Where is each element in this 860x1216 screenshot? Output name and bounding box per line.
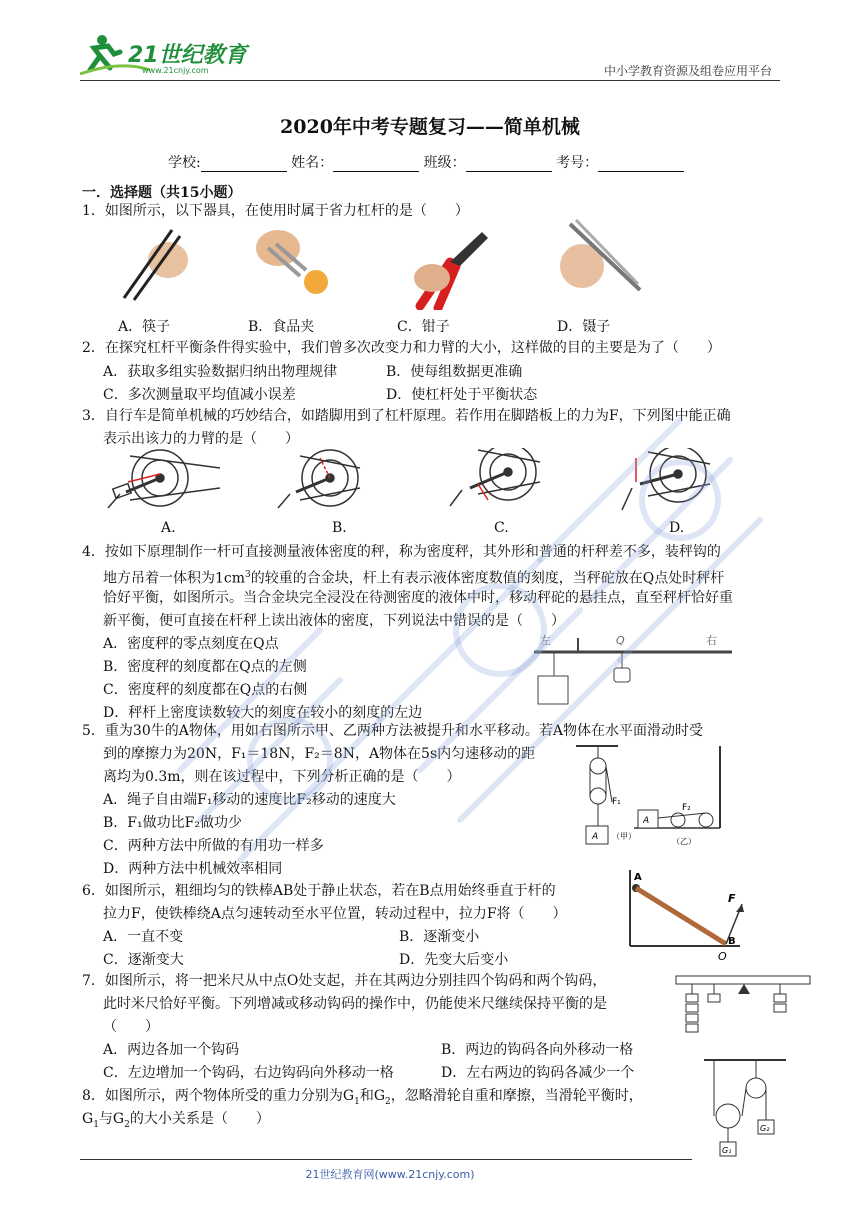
fig-jia-label: （甲） — [612, 832, 636, 841]
fig-g2-label: G₂ — [760, 1124, 770, 1133]
fig-f-label: F — [728, 892, 736, 905]
question-2-stem: 2．在探究杠杆平衡条件得实验中，我们曾多次改变力和力臂的大小，这样做的目的主要是为了（ ） — [82, 340, 721, 356]
fig-right-label: 右 — [706, 634, 717, 647]
question-5-stem-line3: 离均为0.3m，则在该过程中，下列分析正确的是（ ） — [103, 769, 461, 785]
q3-option-c[interactable]: C. — [494, 520, 509, 536]
fig-q-label: Q — [616, 634, 625, 647]
class-blank[interactable] — [466, 157, 552, 172]
q6-option-a[interactable]: A．一直不变 — [103, 929, 184, 945]
q7-option-a[interactable]: A．两边各加一个钩码 — [103, 1042, 240, 1058]
question-7-stem-line3: （ ） — [103, 1019, 159, 1035]
question-5-stem-line2: 到的摩擦力为20N，F₁＝18N，F₂＝8N，A物体在5s内匀速移动的距 — [103, 746, 536, 762]
exam-no-blank[interactable] — [598, 157, 684, 172]
pliers-figure — [414, 232, 488, 308]
question-7-stem-line1: 7．如图所示，将一把米尺从中点O处支起，并在其两边分别挂四个钩码和两个钩码， — [82, 973, 607, 989]
fig-yi-label: （乙） — [672, 837, 696, 846]
fig-a2-label: A — [643, 816, 650, 826]
name-blank[interactable] — [333, 157, 419, 172]
q3-option-b[interactable]: B. — [332, 520, 347, 536]
question-1-figures — [110, 218, 670, 310]
question-6-stem-line1: 6．如图所示，粗细均匀的铁棒AB处于静止状态，若在B点用始终垂直于杆的 — [82, 883, 556, 899]
bicycle-pedal-figure-a — [108, 450, 220, 508]
q4-option-c[interactable]: C．密度秤的刻度都在Q点的右侧 — [103, 682, 308, 698]
fig-a1-label: A — [592, 832, 599, 842]
fig-f2-label: F₂ — [682, 803, 691, 813]
class-label: 班级： — [423, 155, 466, 171]
name-label: 姓名： — [291, 155, 334, 171]
student-info-line — [168, 152, 684, 172]
bicycle-pedal-figure-b — [278, 450, 360, 508]
page-title: 2020年中考专题复习——简单机械 — [280, 116, 580, 138]
question-4-stem-line4: 新平衡，便可直接在杆秤上读出液体的密度，下列说法中错误的是（ ） — [103, 613, 565, 629]
exam-no-label: 考号： — [556, 155, 599, 171]
question-1-stem: 1．如图所示，以下器具，在使用时属于省力杠杆的是（ ） — [82, 203, 469, 219]
question-4-stem-line1: 4．按如下原理制作一杆可直接测量液体密度的秤，称为密度秤，其外形和普通的杆秤差不多，装秤钩的 — [82, 544, 721, 560]
q2-option-d[interactable]: D．使杠杆处于平衡状态 — [386, 387, 538, 403]
density-steelyard-figure — [526, 630, 738, 710]
q5-option-a[interactable]: A．绳子自由端F₁移动的速度比F₂移动的速度大 — [103, 792, 396, 808]
pulley-methods-figure — [568, 742, 738, 852]
q2-option-c[interactable]: C．多次测量取平均值减小误差 — [103, 387, 296, 403]
footer-text[interactable]: 21世纪教育网(www.21cnjy.com) — [305, 1168, 475, 1181]
q3-option-d[interactable]: D. — [669, 520, 685, 536]
section-heading: 一．选择题（共15小题） — [82, 185, 242, 201]
fig-o-label: O — [718, 950, 727, 962]
question-3-stem-line1: 3．自行车是简单机械的巧妙结合，如踏脚用到了杠杆原理。若作用在脚踏板上的力为F，下列图中能正确 — [82, 408, 731, 424]
question-6-stem-line2: 拉力F，使铁棒绕A点匀速转动至水平位置，转动过程中，拉力F将（ ） — [103, 906, 567, 922]
q7-option-d[interactable]: D．左右两边的钩码各减少一个 — [441, 1065, 635, 1081]
fig-a-label: A — [634, 872, 642, 883]
q3-option-a[interactable]: A. — [161, 520, 176, 536]
q6-option-b[interactable]: B．逐渐变小 — [399, 929, 480, 945]
question-7-stem-line2: 此时米尺恰好平衡。下列增减或移动钩码的操作中，仍能使米尺继续保持平衡的是 — [103, 996, 607, 1012]
q2-option-b[interactable]: B．使每组数据更准确 — [386, 364, 523, 380]
iron-rod-figure — [620, 866, 750, 962]
fig-b-label: B — [728, 936, 736, 947]
q6-option-c[interactable]: C．逐渐变大 — [103, 952, 184, 968]
chopsticks-figure — [124, 230, 188, 300]
question-8-stem-line1: 8．如图所示，两个物体所受的重力分别为$G_1$和$G_2$，忽略滑轮自重和摩擦，当滑轮平衡时， — [82, 1088, 643, 1107]
q4-option-a[interactable]: A．密度秤的零点刻度在Q点 — [103, 636, 279, 652]
fig-left-label: 左 — [540, 634, 551, 647]
header-platform-text: 中小学教育资源及组卷应用平台 — [603, 64, 772, 78]
q1-option-b[interactable]: B．食品夹 — [248, 319, 315, 335]
bicycle-pedal-figure-d — [622, 448, 710, 510]
question-3-stem-line2: 表示出该力的力臂的是（ ） — [103, 431, 299, 447]
q5-option-c[interactable]: C．两种方法中所做的有用功一样多 — [103, 838, 324, 854]
food-tongs-figure — [256, 230, 328, 294]
footer-divider — [80, 1159, 692, 1160]
site-logo — [80, 30, 247, 82]
pulley-balance-figure — [700, 1056, 790, 1160]
q4-option-b[interactable]: B．密度秤的刻度都在Q点的左侧 — [103, 659, 307, 675]
logo-text: 21世纪教育 — [128, 43, 247, 68]
q6-option-d[interactable]: D．先变大后变小 — [399, 952, 509, 968]
question-3-figures — [100, 448, 740, 520]
q7-option-c[interactable]: C．左边增加一个钩码，右边钩码向外移动一格 — [103, 1065, 394, 1081]
logo-url: www.21cnjy.com — [142, 66, 209, 75]
question-4-stem-line2: 地方吊着一体积为$1cm^3$的较重的合金块，杆上有表示液体密度数值的刻度，当秤砣放在Q点处时秤杆 — [103, 570, 725, 587]
school-blank[interactable] — [201, 157, 287, 172]
school-label: 学校: — [168, 155, 201, 171]
tweezers-figure — [560, 220, 640, 290]
q7-option-b[interactable]: B．两边的钩码各向外移动一格 — [441, 1042, 634, 1058]
question-5-stem-line1: 5．重为30牛的A物体，用如右图所示甲、乙两种方法被提升和水平移动。若A物体在水平面滑动时受 — [82, 723, 703, 739]
question-8-stem-line2: $G_1$与$G_2$的大小关系是（ ） — [82, 1111, 270, 1130]
header-divider — [80, 80, 780, 81]
q5-option-b[interactable]: B．F₁做功比F₂做功少 — [103, 815, 242, 831]
bicycle-pedal-figure-c — [450, 448, 540, 506]
q1-option-c[interactable]: C．钳子 — [397, 319, 450, 335]
q5-option-d[interactable]: D．两种方法中机械效率相同 — [103, 861, 283, 877]
q1-option-a[interactable]: A．筷子 — [118, 319, 171, 335]
q4-option-d[interactable]: D．秤杆上密度读数较大的刻度在较小的刻度的左边 — [103, 705, 423, 721]
q2-option-a[interactable]: A．获取多组实验数据归纳出物理规律 — [103, 364, 338, 380]
meter-stick-figure — [674, 970, 814, 1050]
fig-f1-label: F₁ — [612, 797, 621, 807]
fig-g1-label: G₁ — [722, 1146, 732, 1155]
question-4-stem-line3: 恰好平衡，如图所示。当合金块完全浸没在待测密度的液体中时，移动秤砣的悬挂点，直至秤杆恰好重 — [103, 590, 733, 606]
q1-option-d[interactable]: D．镊子 — [557, 319, 611, 335]
